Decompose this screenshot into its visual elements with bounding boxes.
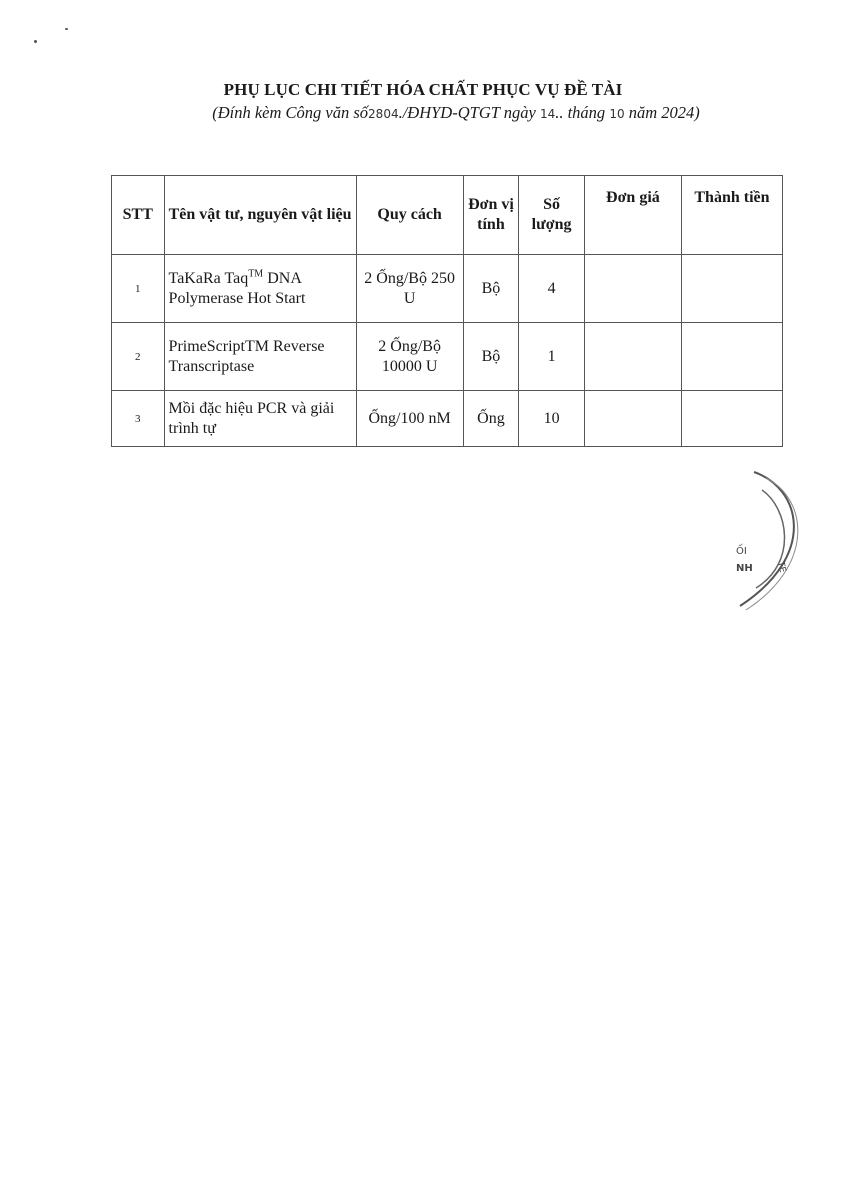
cell-total — [681, 391, 782, 447]
table-row — [112, 255, 783, 323]
handwritten-day: 14 — [539, 107, 556, 121]
page-subtitle — [0, 103, 846, 123]
name-text: TaKaRa Taq — [168, 269, 249, 287]
subtitle-text: ./ĐHYD-QTGT ngày — [398, 103, 536, 122]
cell-qty: 4 — [519, 255, 585, 323]
header-stt: STT — [112, 176, 165, 255]
table-header-row — [112, 176, 783, 255]
header-spec: Quy cách — [356, 176, 463, 255]
seal-text-fragment: TE — [775, 560, 788, 574]
table-row — [112, 391, 783, 447]
cell-unit: Bộ — [463, 323, 519, 391]
seal-partial-arc — [746, 478, 798, 610]
cell-stt: 2 — [112, 323, 165, 391]
cell-name — [164, 255, 356, 323]
header-name: Tên vật tư, nguyên vật liệu — [164, 176, 356, 255]
cell-qty: 10 — [519, 391, 585, 447]
cell-price — [584, 255, 681, 323]
cell-spec: Ống/100 nM — [356, 391, 463, 447]
scan-speck — [65, 28, 68, 30]
table-row — [112, 323, 783, 391]
header-total: Thành tiền — [681, 176, 782, 255]
cell-unit: Ống — [463, 391, 519, 447]
cell-price — [584, 391, 681, 447]
seal-inner-arc — [756, 490, 788, 588]
header-qty: Số lượng — [519, 176, 585, 255]
page-title: PHỤ LỤC CHI TIẾT HÓA CHẤT PHỤC VỤ ĐỀ TÀI — [223, 80, 623, 99]
cell-stt: 3 — [112, 391, 165, 447]
cell-price — [584, 323, 681, 391]
cell-spec: 2 Ống/Bộ 10000 U — [356, 323, 463, 391]
subtitle-text: (Đính kèm Công văn số — [212, 103, 369, 122]
scan-speck — [34, 40, 37, 43]
trademark-superscript: TM — [248, 268, 264, 280]
seal-outer-arc — [740, 472, 794, 606]
cell-stt: 1 — [112, 255, 165, 323]
header-price: Đơn giá — [584, 176, 681, 255]
seal-text-fragment: ỐI — [736, 546, 747, 557]
cell-spec: 2 Ống/Bộ 250 U — [356, 255, 463, 323]
name-text: DNA Polymerase Hot Start — [168, 269, 306, 307]
partial-seal-stamp — [706, 470, 816, 615]
handwritten-month: 10 — [609, 107, 625, 121]
subtitle-text: .. tháng — [555, 103, 606, 122]
chemicals-table — [111, 175, 783, 447]
subtitle-text: năm 2024) — [628, 103, 700, 122]
handwritten-document-number: 2804 — [368, 107, 399, 121]
cell-unit: Bộ — [463, 255, 519, 323]
cell-qty: 1 — [519, 323, 585, 391]
cell-name: PrimeScriptTM Reverse Transcriptase — [164, 323, 356, 391]
seal-text-fragment: NH — [736, 563, 753, 574]
header-unit: Đơn vị tính — [463, 176, 519, 255]
cell-name: Mồi đặc hiệu PCR và giải trình tự — [164, 391, 356, 447]
cell-total — [681, 255, 782, 323]
cell-total — [681, 323, 782, 391]
